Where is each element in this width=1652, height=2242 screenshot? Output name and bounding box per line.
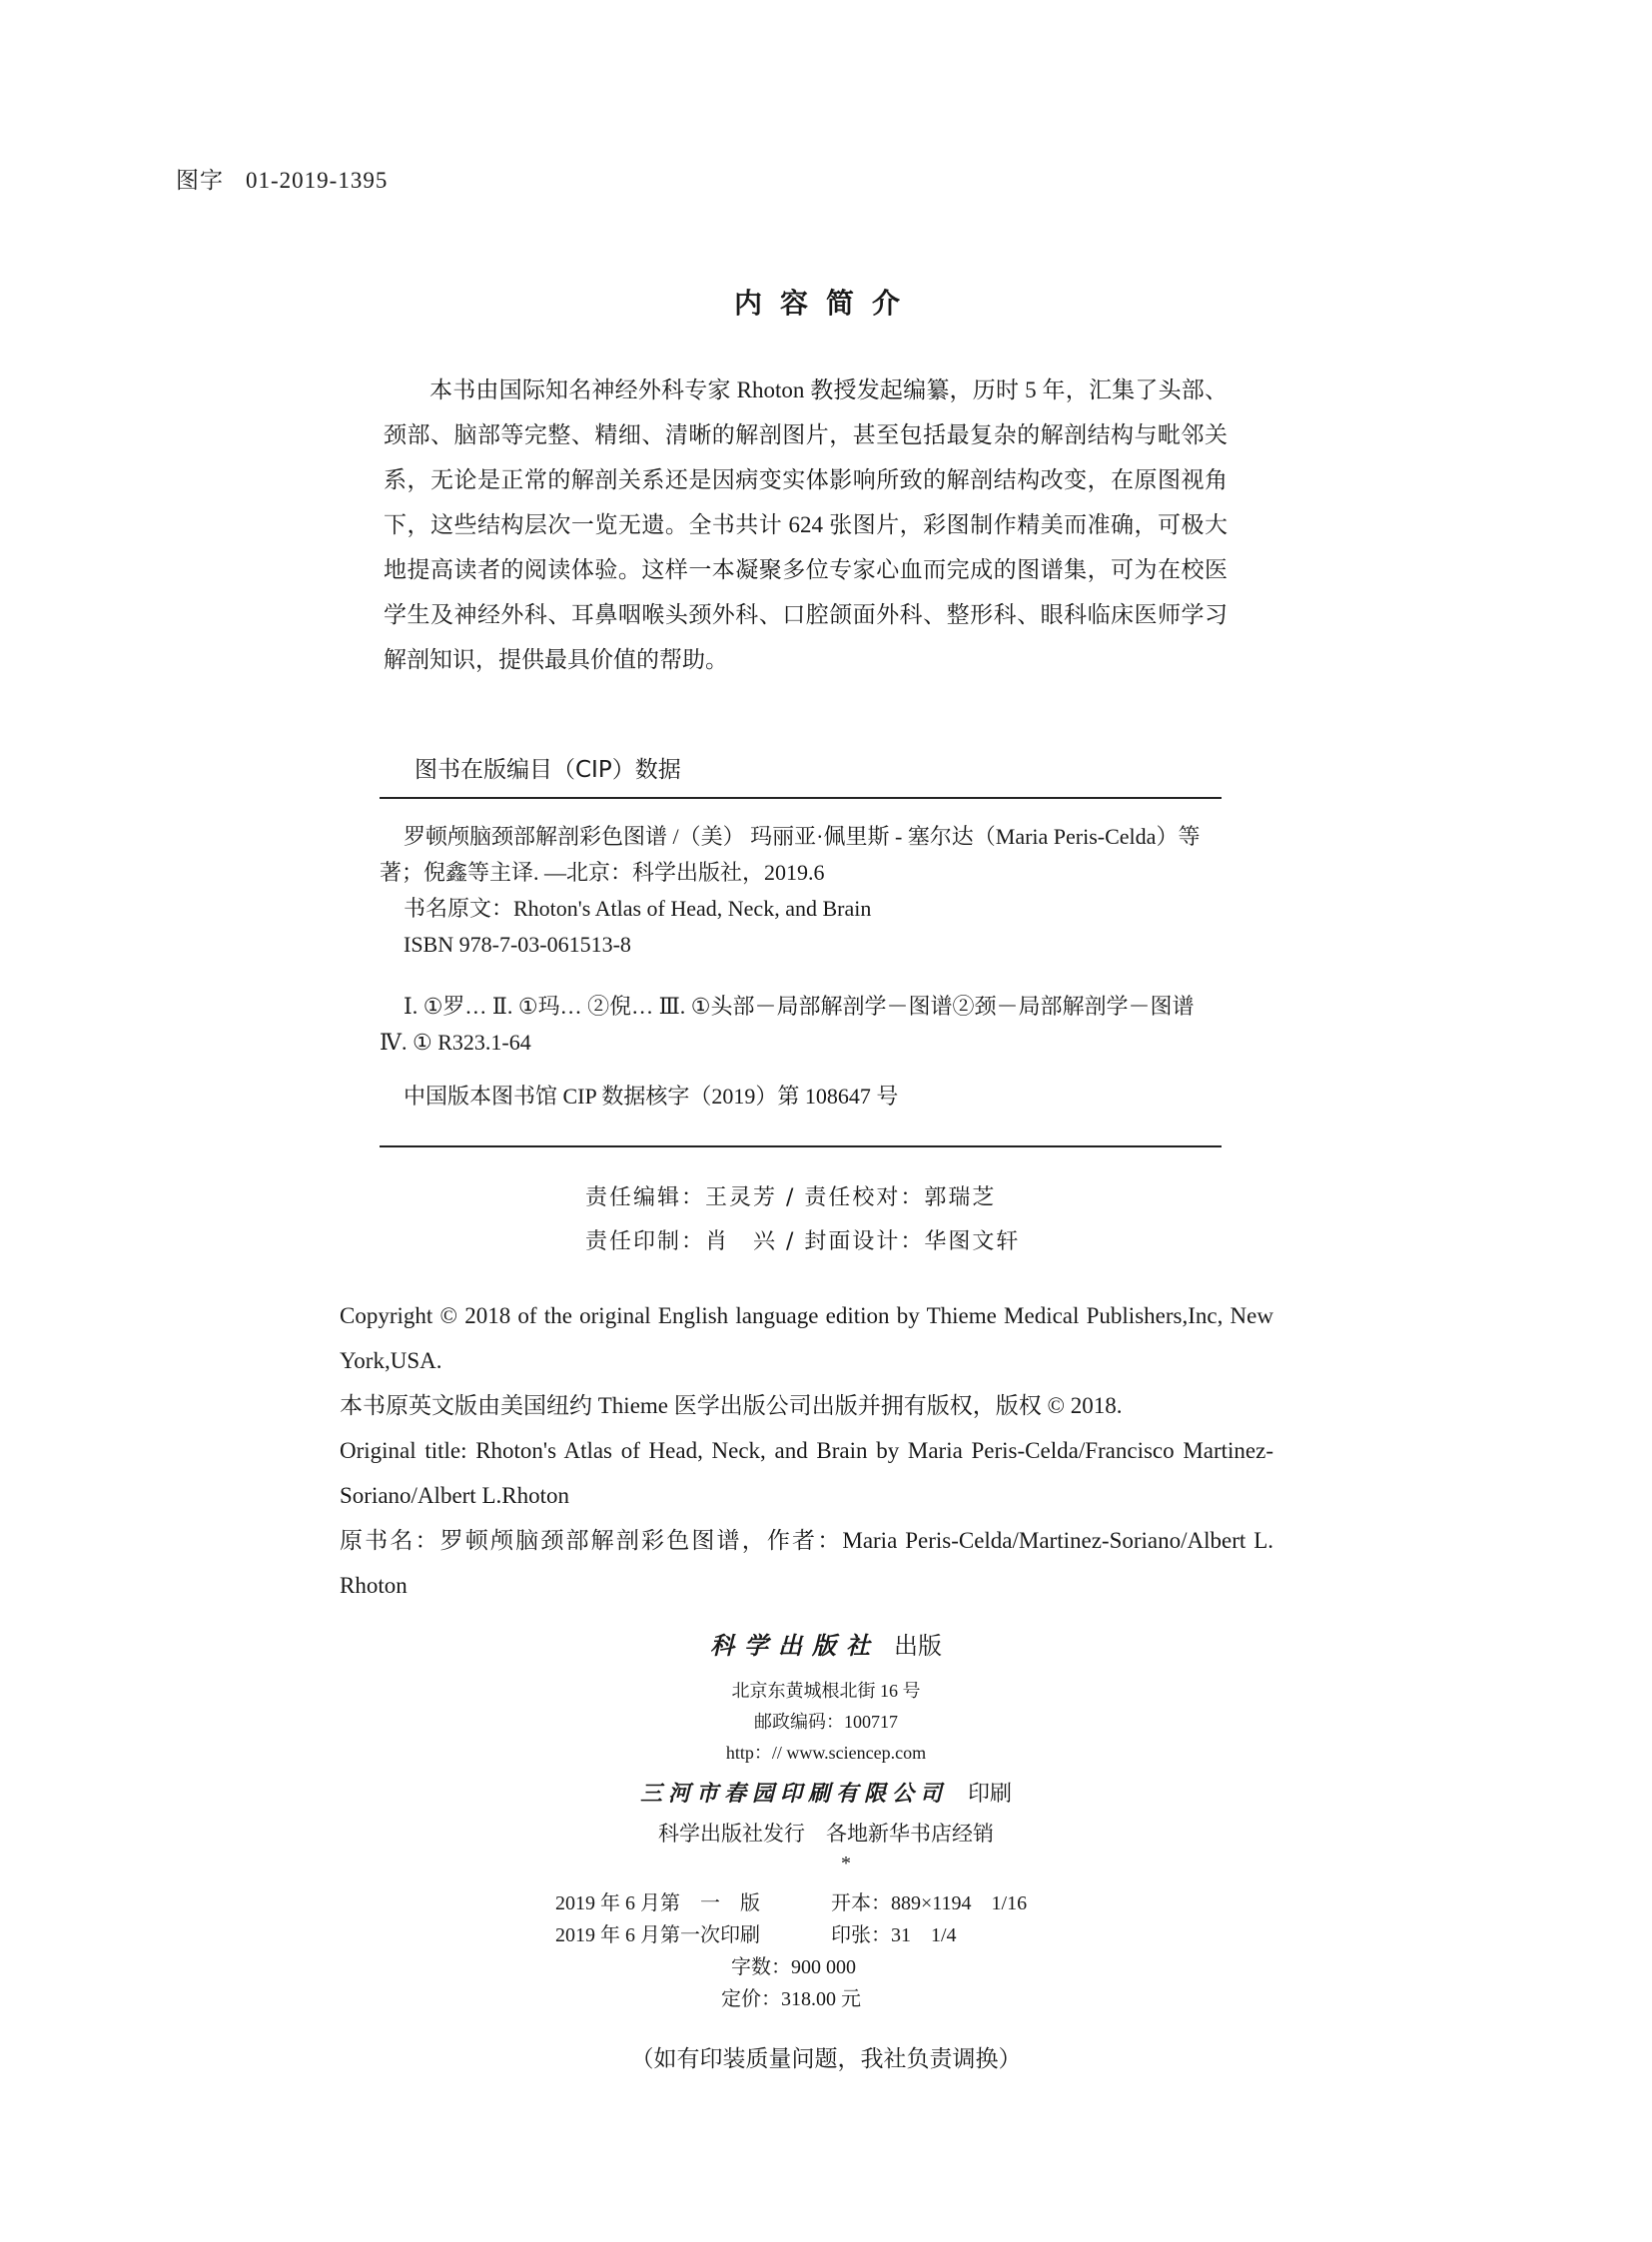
printed-sheets: 印张：31 1/4 (831, 1924, 957, 1946)
cip-classification: Ⅰ. ①罗… Ⅱ. ①玛… ②倪… Ⅲ. ①头部－局部解剖学－图谱②颈－局部解剖学－图谱 Ⅳ. ① R323.1-64 (380, 994, 1195, 1055)
content-summary-title: 内容简介 (733, 287, 918, 320)
quality-notice: （如有印装质量问题，我社负责调换） (630, 2046, 1022, 2071)
editors-line-1: 责任编辑：王灵芳 / 责任校对：郭瑞芝 (585, 1185, 997, 1210)
cip-original-title: 书名原文：Rhoton's Atlas of Head, Neck, and Brain (404, 896, 872, 921)
cip-top-rule (380, 797, 1222, 799)
editors-line-2: 责任印制：肖 兴 / 封面设计：华图文轩 (585, 1229, 1021, 1254)
responsible-staff (0, 1176, 1652, 1264)
publisher-address-block (0, 1676, 1652, 1769)
distribution-line: 科学出版社发行 各地新华书店经销 (658, 1822, 994, 1846)
cip-bottom-rule (380, 1145, 1222, 1147)
intro-paragraph: 本书由国际知名神经外科专家 Rhoton 教授发起编纂，历时 5 年，汇集了头部、颈部、脑部等完整、精细、清晰的解剖图片，甚至包括最复杂的解剖结构与毗邻关系，无论是正常的解剖关系还是因病变实体影响所致的解剖结构改变，在原图视角下，这些结构层次一览无遗。全书共计 624 张图片，彩图制作精美而准确，可极大地提高读者的阅读体验。这样一本凝聚多位专家心血而完成的图谱集，可为在校医学生及神经外科、耳鼻咽喉头颈外科、口腔颌面外科、整形科、眼科临床医师学习解剖知识，提供最具价值的帮助。 (384, 377, 1228, 672)
word-count: 字数：900 000 (731, 1956, 856, 1978)
edition-date: 2019 年 6 月第 一 版 (555, 1892, 760, 1914)
printing-date: 2019 年 6 月第一次印刷 (555, 1924, 760, 1946)
copyright-block (340, 1293, 1273, 1608)
edition-specs (0, 1887, 1652, 2015)
copyright-line: Copyright © 2018 of the original English language edition by Thieme Medical Publishers,Inc, New York,USA. (340, 1303, 1273, 1373)
copyright-chinese: 本书原英文版由美国纽约 Thieme 医学出版公司出版并拥有版权，版权 © 2018. (340, 1393, 1123, 1418)
cip-entry: 罗顿颅脑颈部解剖彩色图谱 /（美） 玛丽亚·佩里斯 - 塞尔达（Maria Peris-Celda）等著；倪鑫等主译. —北京：科学出版社，2019.6 (380, 824, 1201, 885)
price: 定价：318.00 元 (721, 1988, 861, 2010)
cip-library-number: 中国版本图书馆 CIP 数据核字（2019）第 108647 号 (404, 1084, 899, 1109)
publisher-address: 北京东黄城根北街 16 号 (731, 1681, 921, 1701)
publisher-action: 出版 (894, 1634, 942, 1660)
format-size: 开本：889×1194 1/16 (831, 1892, 1028, 1914)
publisher-line (0, 1626, 1652, 1661)
publisher-postcode: 邮政编码：100717 (754, 1712, 898, 1732)
cip-isbn: ISBN 978-7-03-061513-8 (404, 932, 631, 957)
separator-asterisk: * (841, 1853, 851, 1874)
cip-classification-block (380, 989, 1222, 1061)
cip-heading: 图书在版编目（CIP）数据 (414, 757, 681, 783)
original-title-chinese: 原书名：罗顿颅脑颈部解剖彩色图谱，作者：Maria Peris-Celda/Martinez-Soriano/Albert L. Rhoton (340, 1528, 1273, 1598)
printer-line (0, 1777, 1652, 1808)
content-summary (384, 368, 1228, 682)
registration-code: 01-2019-1395 (246, 168, 389, 193)
registration-label: 图字 (176, 168, 224, 193)
cip-entry-block (380, 819, 1222, 963)
publisher-url: http：// www.sciencep.com (725, 1743, 927, 1763)
cip-library-block (380, 1079, 1222, 1115)
printer-action: 印刷 (968, 1781, 1013, 1806)
original-title-line: Original title: Rhoton's Atlas of Head, Neck, and Brain by Maria Peris-Celda/Francisco Martinez-Soriano/Albert L.Rhoton (340, 1438, 1273, 1508)
registration-number (176, 162, 410, 195)
publisher-logo-text: 科学出版社 (710, 1631, 880, 1660)
printer-name: 三河市春园印刷有限公司 (639, 1781, 948, 1807)
